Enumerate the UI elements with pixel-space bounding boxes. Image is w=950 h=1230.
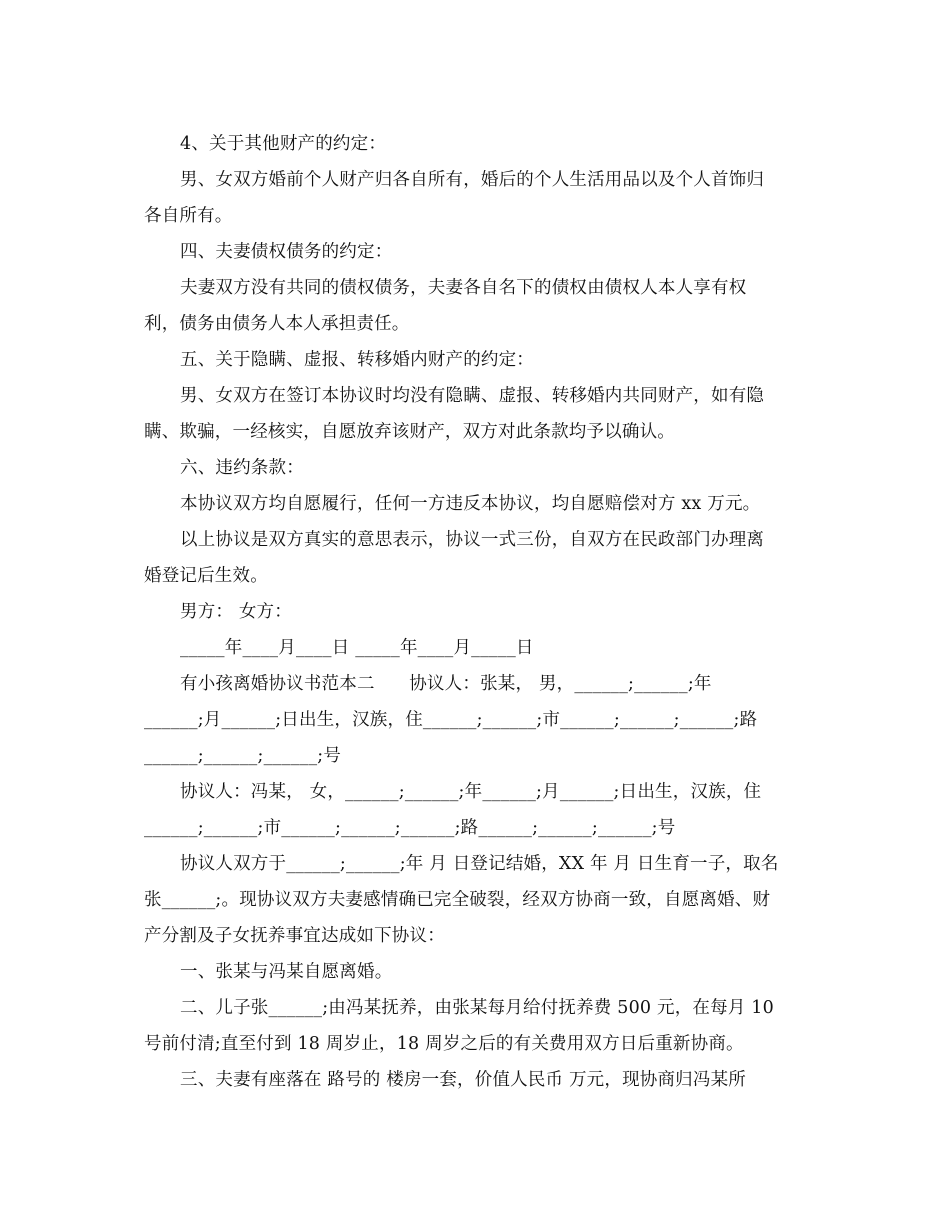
section-heading-breach: 六、违约条款： — [180, 458, 304, 478]
clause-two: 二、儿子张______;由冯某抚养，由张某每月给付抚养费 500 元，在每月 10 — [180, 998, 774, 1018]
section-heading-other-property: 4、关于其他财产的约定： — [180, 134, 387, 154]
paragraph-line: ______;月______;日出生，汉族，住______;______;市______;______;______;路 — [144, 710, 758, 730]
clause-three: 三、夫妻有座落在 路号的 楼房一套，价值人民币 万元，现协商归冯某所 — [180, 1070, 746, 1090]
paragraph-line: 各自所有。 — [144, 206, 233, 226]
paragraph-line: 本协议双方均自愿履行，任何一方违反本协议，均自愿赔偿对方 xx 万元。 — [180, 494, 761, 514]
paragraph-line: ______;______;市______;______;______;路______;______;______;号 — [144, 818, 676, 838]
paragraph-line: 协议人：冯某， 女，______;______;年______;月______;日出生，汉族，住 — [180, 782, 762, 802]
paragraph-line: 男、女双方在签订本协议时均没有隐瞒、虚报、转移婚内共同财产，如有隐 — [180, 386, 765, 406]
paragraph-line: 婚登记后生效。 — [144, 566, 268, 586]
paragraph-line: ______;______;______;号 — [144, 746, 342, 766]
signature-parties: 男方： 女方： — [180, 602, 292, 622]
section-heading-concealment: 五、关于隐瞒、虚报、转移婚内财产的约定： — [180, 350, 534, 370]
paragraph-line: 利，债务由债务人本人承担责任。 — [144, 314, 410, 334]
paragraph-line: 张______;。现协议双方夫妻感情确已完全破裂，经双方协商一致，自愿离婚、财 — [144, 890, 771, 910]
paragraph-line: 产分割及子女抚养事宜达成如下协议： — [144, 926, 445, 946]
document-body — [144, 126, 812, 1098]
paragraph-line: 瞒、欺骗，一经核实，自愿放弃该财产，双方对此条款均予以确认。 — [144, 422, 675, 442]
paragraph-line: 协议人双方于______;______;年 月 日登记结婚，XX 年 月 日生育一子，取名 — [180, 854, 779, 874]
section-heading-debts: 四、夫妻债权债务的约定： — [180, 242, 393, 262]
template-two-heading: 有小孩离婚协议书范本二 协议人：张某， 男，______;______;年 — [180, 674, 712, 694]
paragraph-line: 号前付清;直至付到 18 周岁止，18 周岁之后的有关费用双方日后重新协商。 — [144, 1034, 744, 1054]
clause-one: 一、张某与冯某自愿离婚。 — [180, 962, 393, 982]
paragraph-line: 以上协议是双方真实的意思表示，协议一式三份，自双方在民政部门办理离 — [180, 530, 765, 550]
paragraph-line: 男、女双方婚前个人财产归各自所有，婚后的个人生活用品以及个人首饰归 — [180, 170, 765, 190]
paragraph-line: 夫妻双方没有共同的债权债务，夫妻各自名下的债权由债权人本人享有权 — [180, 278, 747, 298]
signature-dates: _____年____月____日 _____年____月_____日 — [180, 638, 534, 658]
